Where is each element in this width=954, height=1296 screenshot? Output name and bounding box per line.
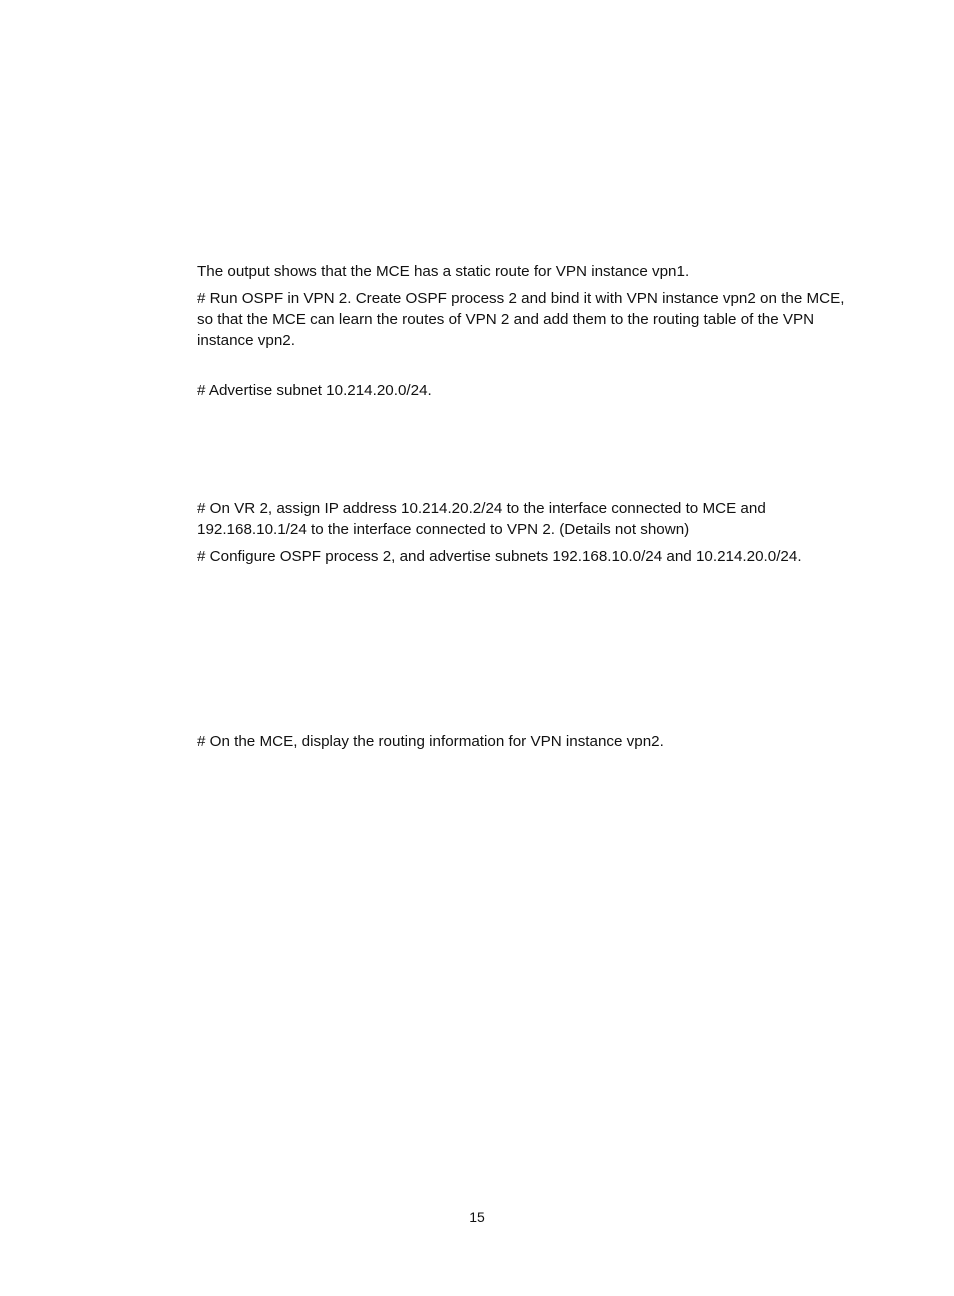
paragraph-run-ospf-vpn2: # Run OSPF in VPN 2. Create OSPF process 2 and bind it with VPN instance vpn2 on the MCE, so that the MCE can learn the routes of VPN 2 and add them to the routing table of the VPN instance vpn2. (197, 290, 845, 349)
paragraph-static-route-output: The output shows that the MCE has a static route for VPN instance vpn1. (197, 263, 690, 280)
page-number: 15 (469, 1209, 485, 1225)
paragraph-vr2-assign-ip: # On VR 2, assign IP address 10.214.20.2/24 to the interface connected to MCE and 192.168.10.1/24 to the interface connected to VPN 2. (Details not shown) (197, 500, 766, 538)
paragraph-display-routing-info: # On the MCE, display the routing information for VPN instance vpn2. (197, 733, 664, 750)
paragraph-configure-ospf-process: # Configure OSPF process 2, and advertise subnets 192.168.10.0/24 and 10.214.20.0/24. (197, 548, 802, 565)
paragraph-advertise-subnet: # Advertise subnet 10.214.20.0/24. (197, 382, 432, 399)
